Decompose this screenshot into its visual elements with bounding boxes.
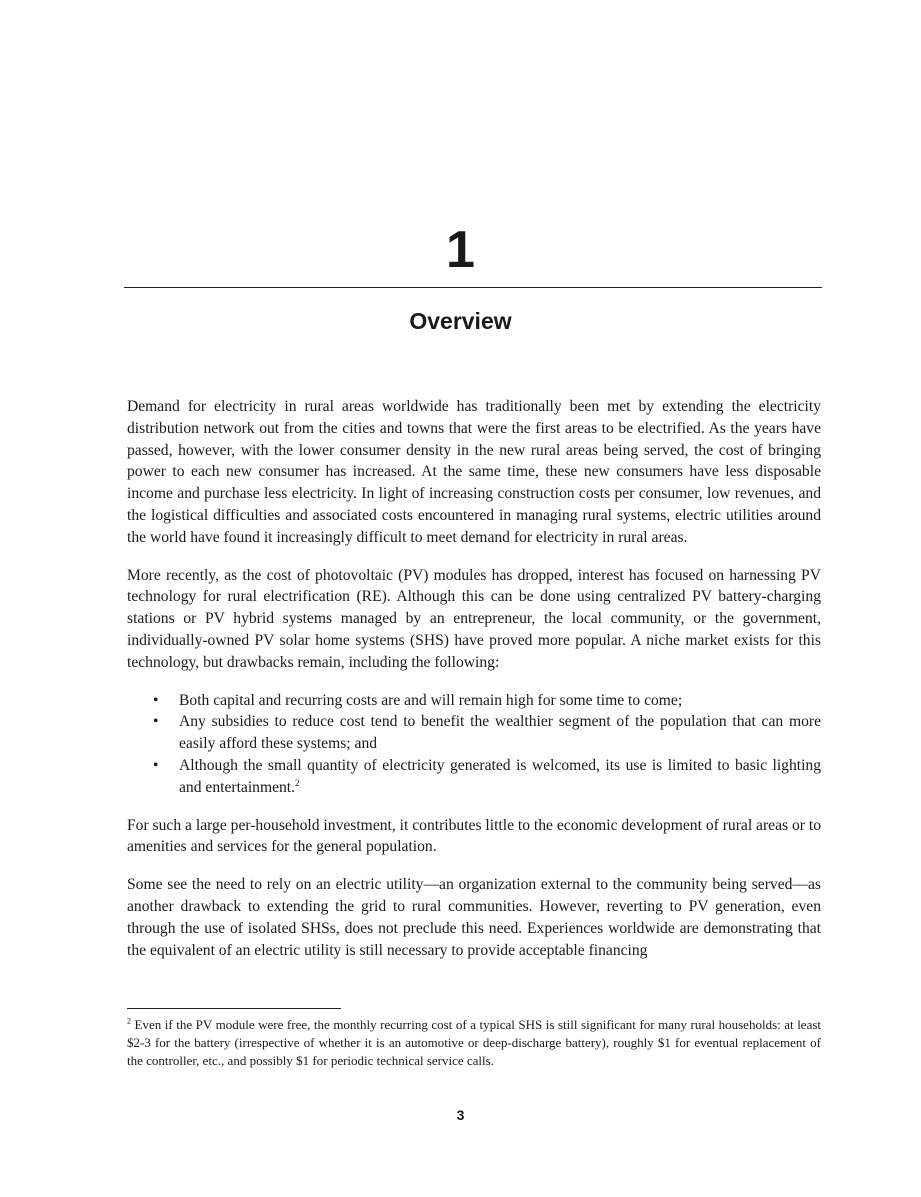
chapter-title: Overview [409, 308, 512, 334]
paragraph-1: Demand for electricity in rural areas worldwide has traditionally been met by extending the electricity distribution network out from the cities and towns that were the first areas to be electrified. As the years have passed, however, with the lower consumer density in the new rural areas being served, the cost of bringing power to each new consumer has increased. At the same time, these new consumers have less disposable income and purchase less electricity. In light of increasing construction costs per consumer, low revenues, and the logistical difficulties and associated costs encountered in managing rural systems, electric utilities around the world have found it increasingly difficult to meet demand for electricity in rural areas. [127, 398, 821, 546]
drawbacks-list [127, 690, 821, 799]
list-item-text: Any subsidies to reduce cost tend to benefit the wealthier segment of the population that can more easily afford these systems; and [179, 713, 821, 753]
list-item [153, 690, 821, 712]
list-item-text: Both capital and recurring costs are and will remain high for some time to come; [179, 691, 683, 709]
chapter-number: 1 [446, 221, 475, 279]
list-item [153, 755, 821, 799]
paragraph-3: For such a large per-household investment, it contributes little to the economic development of rural areas or to amenities and services for the general population. [127, 816, 821, 856]
bullet-icon: • [153, 713, 159, 731]
paragraph-2: More recently, as the cost of photovoltaic (PV) modules has dropped, interest has focused on harnessing PV technology for rural electrification (RE). Although this can be done using centralized PV battery-charging stations or PV hybrid systems managed by an entrepreneur, the local community, or the government, individually-owned PV solar home systems (SHS) have proved more popular. A niche market exists for this technology, but drawbacks remain, including the following: [127, 566, 821, 671]
footnote-rule [127, 1008, 341, 1009]
bullet-icon: • [153, 756, 159, 774]
page-number: 3 [456, 1107, 465, 1123]
bullet-icon: • [153, 691, 159, 709]
footnote-text: Even if the PV module were free, the monthly recurring cost of a typical SHS is still significant for many rural households: at least $2-3 for the battery (irrespective of whether it is an automotive or deep-discharge battery), roughly $1 for eventual replacement of the controller, etc., and possibly $1 for periodic technical service calls. [127, 1017, 822, 1068]
footnote-marker: 2 [127, 1016, 131, 1026]
list-item-text: Although the small quantity of electricity generated is welcomed, its use is limited to basic lighting and entertainment. [179, 756, 821, 796]
paragraph-4: Some see the need to rely on an electric utility—an organization external to the community being served—as another drawback to extending the grid to rural communities. However, reverting to PV generation, even through the use of isolated SHSs, does not preclude this need. Experiences worldwide are demonstrating that the equivalent of an electric utility is still necessary to provide acceptable financing [127, 876, 821, 959]
footnote [127, 1016, 821, 1069]
title-rule [124, 287, 822, 288]
body-text [127, 396, 821, 977]
footnote-reference[interactable]: 2 [295, 777, 300, 788]
list-item [153, 711, 821, 755]
